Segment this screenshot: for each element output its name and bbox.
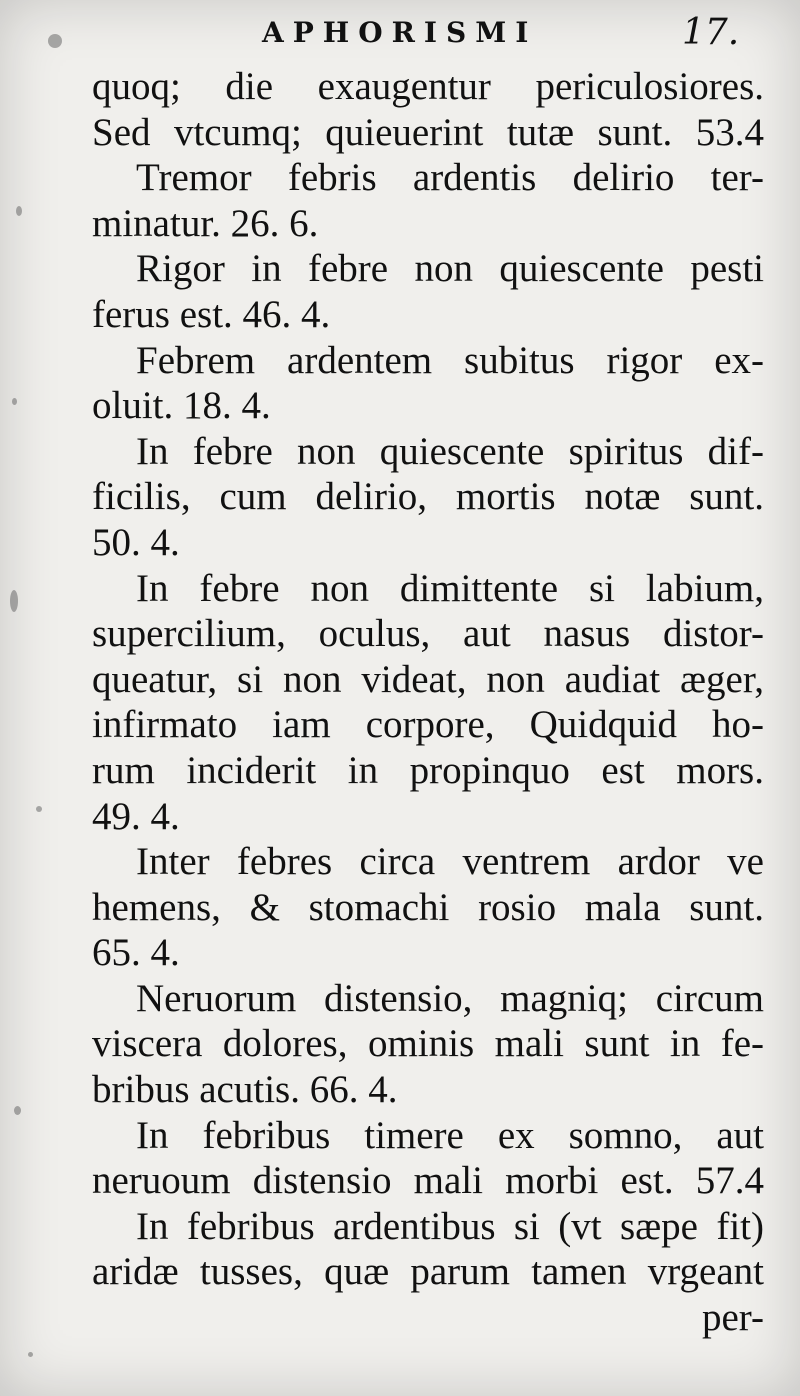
text-line: oluit. 18. 4.: [92, 384, 271, 428]
text-line: Inter febres circa ventrem ardor ve: [136, 840, 764, 884]
text-line: viscera dolores, ominis mali sunt in fe-: [92, 1022, 764, 1066]
text-line: ficilis, cum delirio, mortis notæ sunt.: [92, 475, 764, 519]
running-title: APHORISMI: [262, 16, 538, 49]
text-line: In febre non quiescente spiritus dif-: [136, 429, 764, 473]
text-line: 50. 4.: [92, 520, 180, 564]
text-line: rum inciderit in propinquo est mors.: [92, 748, 764, 792]
text-line: ferus est. 46. 4.: [92, 292, 331, 336]
page-speckle: [10, 590, 18, 612]
text-line: aridæ tusses, quæ parum tamen vrgeant: [92, 1250, 764, 1294]
page-speckle: [14, 1106, 21, 1115]
running-header: [0, 8, 800, 58]
text-line: 49. 4.: [92, 794, 180, 838]
text-line: bribus acutis. 66. 4.: [92, 1068, 398, 1112]
text-line: Febrem ardentem subitus rigor ex-: [136, 338, 764, 382]
text-line: queatur, si non videat, non audiat æger,: [92, 657, 764, 701]
page-speckle: [12, 398, 17, 405]
page-speckle: [36, 806, 42, 812]
page-speckle: [28, 1352, 33, 1357]
text-line: In febre non dimittente si labium,: [136, 566, 764, 610]
text-line: In febribus timere ex somno, aut: [136, 1113, 764, 1157]
text-line: Tremor febris ardentis delirio ter-: [136, 156, 764, 200]
text-line: Rigor in febre non quiescente pesti: [136, 247, 764, 291]
page-number: 17.: [682, 12, 740, 53]
text-line: quoq; die exaugentur periculosiores.: [92, 65, 764, 108]
text-line: Sed vtcumq; quieuerint tutæ sunt. 53.4: [92, 110, 764, 154]
text-line: neruoum distensio mali morbi est. 57.4: [92, 1159, 764, 1203]
text-line: 65. 4.: [92, 931, 180, 975]
text-line: minatur. 26. 6.: [92, 201, 319, 245]
text-line: Neruorum distensio, magniq; circum: [136, 976, 764, 1020]
page-speckle: [16, 206, 22, 216]
text-line: In febribus ardentibus si (vt sæpe fit): [136, 1204, 764, 1248]
text-line: supercilium, oculus, aut nasus distor-: [92, 612, 764, 656]
text-line: per-: [701, 1296, 764, 1340]
text-line: hemens, & stomachi rosio mala sunt.: [92, 885, 764, 929]
text-line: infirmato iam corpore, Quidquid ho-: [92, 703, 764, 747]
body-text: [92, 64, 764, 1341]
